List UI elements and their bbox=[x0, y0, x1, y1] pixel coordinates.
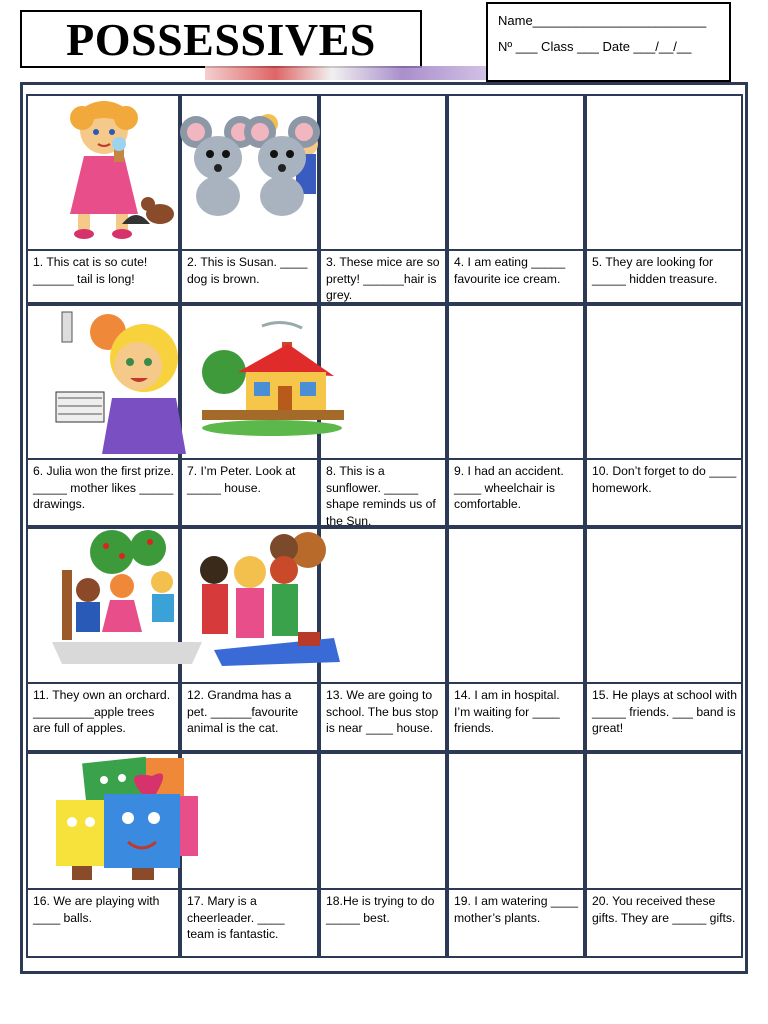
title-box bbox=[20, 10, 422, 68]
exercise-sentence[interactable]: 12. Grandma has a pet. ______favourite animal is the cat. bbox=[180, 682, 319, 752]
picture-cell bbox=[319, 752, 447, 890]
exercise-sentence[interactable]: 17. Mary is a cheerleader. ____ team is fantastic. bbox=[180, 888, 319, 958]
worksheet-title: POSSESSIVES bbox=[66, 13, 376, 65]
children-orchard-illustration bbox=[52, 530, 202, 664]
picture-cell bbox=[447, 752, 585, 890]
children-group-illustration bbox=[194, 530, 340, 666]
exercise-sentence[interactable]: 5. They are looking for _____ hidden treasure. bbox=[585, 249, 743, 304]
number-class-date-field[interactable]: Nº ___ Class ___ Date ___/__/__ bbox=[498, 39, 692, 54]
exercise-sentence[interactable]: 16. We are playing with ____ balls. bbox=[26, 888, 180, 958]
exercise-sentence[interactable]: 13. We are going to school. The bus stop is near ____ house. bbox=[319, 682, 447, 752]
exercise-sentence[interactable]: 7. I’m Peter. Look at _____ house. bbox=[180, 458, 319, 527]
picture-cell bbox=[319, 94, 447, 251]
girl-with-prize-illustration bbox=[52, 308, 202, 456]
picture-cell bbox=[585, 527, 743, 684]
two-mice-illustration bbox=[180, 114, 330, 218]
girl-with-ice-cream-illustration bbox=[52, 96, 178, 246]
decorative-banner-strip bbox=[205, 66, 487, 80]
picture-cell bbox=[447, 527, 585, 684]
name-field[interactable]: Name________________________ bbox=[498, 13, 707, 28]
exercise-sentence[interactable]: 11. They own an orchard. _________apple trees are full of apples. bbox=[26, 682, 180, 752]
picture-cell bbox=[447, 94, 585, 251]
picture-cell bbox=[585, 304, 743, 460]
exercise-sentence[interactable]: 1. This cat is so cute! ______ tail is long! bbox=[26, 249, 180, 304]
exercise-sentence[interactable]: 14. I am in hospital. I’m waiting for ____ friends. bbox=[447, 682, 585, 752]
exercise-sentence[interactable]: 20. You received these gifts. They are _____ gifts. bbox=[585, 888, 743, 958]
exercise-sentence[interactable]: 3. These mice are so pretty! ______hair is grey. bbox=[319, 249, 447, 304]
exercise-sentence[interactable]: 15. He plays at school with _____ friends. ___ band is great! bbox=[585, 682, 743, 752]
picture-cell bbox=[585, 752, 743, 890]
student-info-box bbox=[486, 2, 731, 82]
exercise-sentence[interactable]: 9. I had an accident. ____ wheelchair is comfortable. bbox=[447, 458, 585, 527]
gifts-illustration bbox=[52, 756, 200, 882]
exercise-sentence[interactable]: 8. This is a sunflower. _____ shape reminds us of the Sun. bbox=[319, 458, 447, 527]
exercise-sentence[interactable]: 18.He is trying to do _____ best. bbox=[319, 888, 447, 958]
picture-cell bbox=[180, 752, 319, 890]
exercise-sentence[interactable]: 10. Don’t forget to do ____ homework. bbox=[585, 458, 743, 527]
exercise-sentence[interactable]: 19. I am watering ____ mother’s plants. bbox=[447, 888, 585, 958]
exercise-sentence[interactable]: 2. This is Susan. ____ dog is brown. bbox=[180, 249, 319, 304]
picture-cell bbox=[447, 304, 585, 460]
picture-cell bbox=[585, 94, 743, 251]
exercise-sentence[interactable]: 6. Julia won the first prize. _____ mother likes _____ drawings. bbox=[26, 458, 180, 527]
exercise-sentence[interactable]: 4. I am eating _____ favourite ice cream. bbox=[447, 249, 585, 304]
house-illustration bbox=[202, 320, 344, 436]
